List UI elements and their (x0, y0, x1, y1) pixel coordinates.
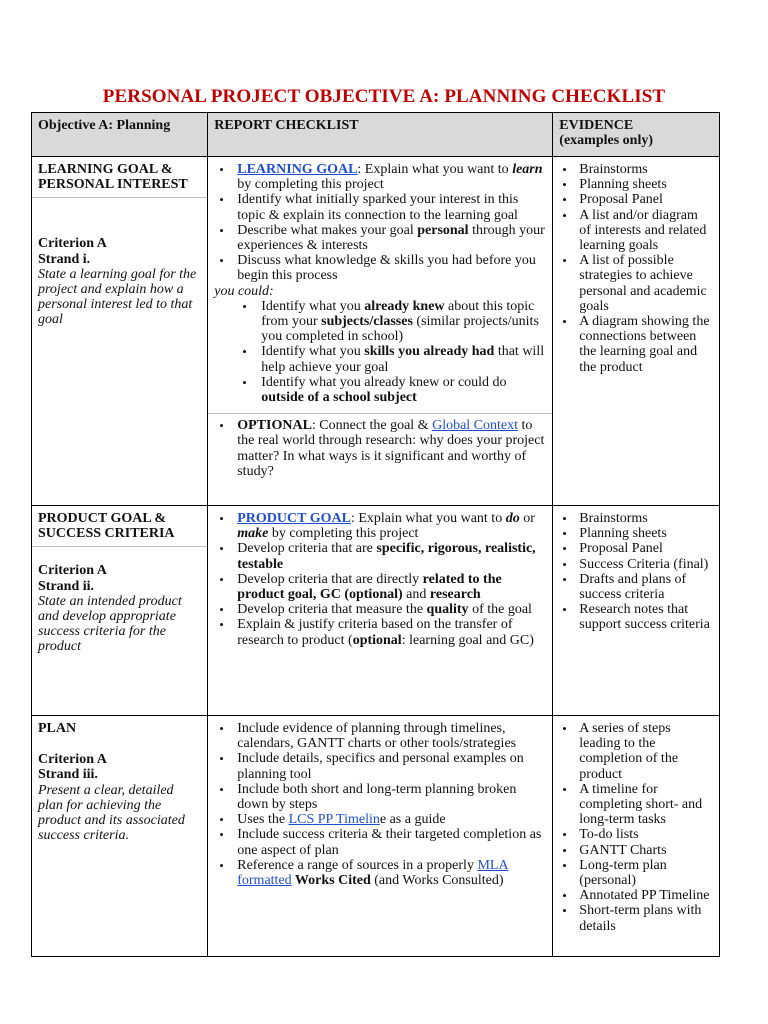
list-item: • A timeline for completing short- and long-term tasks (559, 782, 713, 828)
list-item: • Research notes that support success criteria (559, 602, 713, 632)
list-item: • A list of possible strategies to achieve personal and academic goals (559, 253, 713, 314)
row-heading: PLAN (38, 721, 77, 736)
list-item: • Proposal Panel (559, 541, 713, 556)
criterion-description: State an intended product and develop appropriate success criteria for the product (38, 593, 182, 655)
criterion-description: Present a clear, detailed plan for achieving the product and its associated success criteria. (38, 782, 185, 844)
list-item: • OPTIONAL: Connect the goal & Global Context to the real world through research: why does your project matter? In what ways is it significant and worthy of study? (214, 418, 546, 479)
product-goal-link[interactable]: PRODUCT GOAL (237, 511, 351, 526)
global-context-link[interactable]: Global Context (432, 418, 519, 434)
list-item: • Long-term plan (personal) (559, 858, 713, 888)
list-item: • Develop criteria that are directly related to the product goal, GC (optional) and research (214, 572, 546, 602)
evidence-cell (553, 716, 720, 957)
list-item: • Planning sheets (559, 177, 713, 192)
criterion-label: Criterion A Strand iii. (38, 752, 107, 783)
list-item: • PRODUCT GOAL: Explain what you want to do or make by completing this project (214, 511, 546, 541)
report-checklist-cell (208, 506, 553, 716)
list-item: • Describe what makes your goal personal through your experiences & interests (214, 223, 546, 253)
list-item: • Drafts and plans of success criteria (559, 572, 713, 602)
evidence-list (559, 162, 713, 375)
evidence-cell (553, 157, 720, 506)
table-row-plan (32, 716, 720, 957)
objective-cell (32, 506, 208, 716)
list-item: • Include both short and long-term planning broken down by steps (214, 782, 546, 812)
row-heading: LEARNING GOAL & PERSONAL INTEREST (38, 162, 188, 193)
list-item: • Short-term plans with details (559, 903, 713, 933)
lcs-pp-timeline-link[interactable]: LCS PP Timelin (288, 812, 380, 828)
list-item: • Planning sheets (559, 526, 713, 541)
list-item: • Identify what you already knew about this topic from your subjects/classes (similar projects/units you completed in school) (214, 299, 546, 345)
criterion-label: Criterion A Strand i. (38, 236, 107, 267)
planning-checklist-table (31, 112, 720, 957)
list-item: • A list and/or diagram of interests and related learning goals (559, 208, 713, 254)
objective-cell (32, 157, 208, 506)
list-item: • Include success criteria & their targeted completion as one aspect of plan (214, 827, 546, 857)
criterion-label: Criterion A Strand ii. (38, 563, 107, 594)
list-item: • Explain & justify criteria based on the transfer of research to product (optional: learning goal and GC) (214, 617, 546, 647)
list-item: • LEARNING GOAL: Explain what you want to learn by completing this project (214, 162, 546, 192)
checklist (214, 511, 546, 648)
page-title: PERSONAL PROJECT OBJECTIVE A: PLANNING CHECKLIST (102, 86, 666, 107)
table-row-product-goal (32, 506, 720, 716)
checklist (214, 162, 546, 284)
list-item: • A diagram showing the connections between the learning goal and the product (559, 314, 713, 375)
criterion-description: State a learning goal for the project and explain how a personal interest led to that goal (38, 266, 197, 328)
list-item: • Include evidence of planning through timelines, calendars, GANTT charts or other tools/strategies (214, 721, 546, 751)
list-item: • Identify what you already knew or could do outside of a school subject (214, 375, 546, 405)
objective-cell (32, 716, 208, 957)
list-item: • To-do lists (559, 827, 713, 842)
header-row (32, 113, 720, 157)
list-item: • Include details, specifics and personal examples on planning tool (214, 751, 546, 781)
list-item: • Discuss what knowledge & skills you had before you begin this process (214, 253, 546, 283)
header-report-checklist: REPORT CHECKLIST (208, 113, 553, 157)
header-evidence-line1: EVIDENCE (559, 118, 634, 133)
list-item: • GANTT Charts (559, 843, 713, 858)
list-item: • A series of steps leading to the completion of the product (559, 721, 713, 782)
learning-goal-link[interactable]: LEARNING GOAL (237, 162, 358, 177)
you-could-label: you could: (214, 283, 274, 299)
list-item: • Annotated PP Timeline (559, 888, 713, 903)
list-item: • Brainstorms (559, 511, 713, 526)
list-item: • Develop criteria that are specific, rigorous, realistic, testable (214, 541, 546, 571)
table-row-learning-goal (32, 157, 720, 506)
checklist (214, 721, 546, 888)
list-item: • Identify what you skills you already had that will help achieve your goal (214, 344, 546, 374)
list-item: • Reference a range of sources in a properly MLA formatted Works Cited (and Works Consulted) (214, 858, 546, 888)
list-item: • Uses the LCS PP Timeline as a guide (214, 812, 546, 827)
divider (32, 197, 207, 198)
header-evidence (553, 113, 720, 157)
sub-checklist (214, 299, 546, 405)
evidence-list (559, 511, 713, 633)
list-item: • Brainstorms (559, 162, 713, 177)
report-checklist-cell (208, 157, 553, 506)
mla-formatted-link[interactable]: MLA formatted (237, 857, 509, 889)
list-item: • Success Criteria (final) (559, 557, 713, 572)
optional-block (208, 413, 552, 479)
header-evidence-line2: (examples only) (559, 133, 653, 149)
list-item: • Proposal Panel (559, 192, 713, 207)
report-checklist-cell (208, 716, 553, 957)
list-item: • Develop criteria that measure the quality of the goal (214, 602, 546, 617)
evidence-cell (553, 506, 720, 716)
divider (32, 546, 207, 547)
list-item: • Identify what initially sparked your interest in this topic & explain its connection to the learning goal (214, 192, 546, 222)
row-heading: PRODUCT GOAL & SUCCESS CRITERIA (38, 511, 175, 542)
evidence-list (559, 721, 713, 934)
header-objective: Objective A: Planning (32, 113, 208, 157)
